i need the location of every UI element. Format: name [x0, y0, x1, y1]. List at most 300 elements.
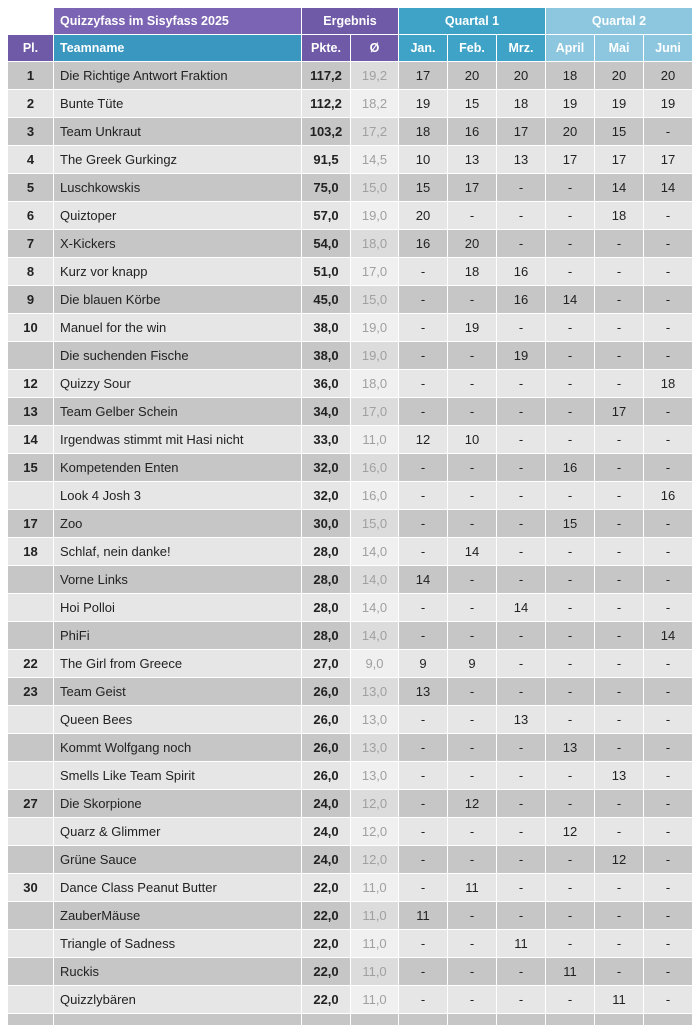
month-score-cell: -	[399, 314, 448, 342]
team-name-cell: Team Gelber Schein	[54, 398, 302, 426]
month-score-cell: -	[546, 482, 595, 510]
points-cell: 22,0	[302, 930, 351, 958]
month-score-cell: 11	[595, 986, 644, 1014]
month-score-cell: 14	[644, 174, 692, 202]
month-score-cell: -	[497, 622, 546, 650]
month-score-cell: -	[448, 510, 497, 538]
month-score-cell: -	[448, 482, 497, 510]
rank-cell: 7	[8, 230, 54, 258]
month-score-cell: -	[497, 818, 546, 846]
points-cell: 33,0	[302, 426, 351, 454]
column-header-team: Teamname	[54, 35, 302, 62]
month-score-cell: -	[595, 342, 644, 370]
average-cell: 13,0	[351, 734, 399, 762]
month-score-cell: -	[399, 622, 448, 650]
month-score-cell: -	[497, 762, 546, 790]
table-row	[8, 230, 692, 258]
team-name-cell: PhiFi	[54, 622, 302, 650]
month-score-cell: -	[497, 650, 546, 678]
empty-cell	[302, 1014, 351, 1026]
rank-cell	[8, 762, 54, 790]
points-cell: 36,0	[302, 370, 351, 398]
month-score-cell: -	[546, 846, 595, 874]
month-score-cell: -	[497, 510, 546, 538]
month-score-cell: -	[595, 258, 644, 286]
month-score-cell: 13	[399, 678, 448, 706]
points-cell: 38,0	[302, 342, 351, 370]
month-score-cell: -	[595, 482, 644, 510]
month-score-cell: 13	[497, 706, 546, 734]
month-score-cell: -	[448, 734, 497, 762]
month-score-cell: -	[644, 762, 692, 790]
month-score-cell: 20	[546, 118, 595, 146]
month-score-cell: -	[595, 734, 644, 762]
month-score-cell: 19	[644, 90, 692, 118]
team-name-cell: The Girl from Greece	[54, 650, 302, 678]
month-score-cell: 18	[595, 202, 644, 230]
month-score-cell: -	[448, 202, 497, 230]
rank-cell: 8	[8, 258, 54, 286]
points-cell: 24,0	[302, 818, 351, 846]
points-cell: 22,0	[302, 986, 351, 1014]
month-score-cell: -	[399, 874, 448, 902]
table-row	[8, 650, 692, 678]
rank-cell: 1	[8, 62, 54, 90]
team-name-cell: ZauberMäuse	[54, 902, 302, 930]
rank-cell: 10	[8, 314, 54, 342]
month-score-cell: -	[644, 118, 692, 146]
points-cell: 28,0	[302, 594, 351, 622]
points-cell: 24,0	[302, 790, 351, 818]
points-cell: 91,5	[302, 146, 351, 174]
team-name-cell: Zoo	[54, 510, 302, 538]
month-score-cell: -	[399, 958, 448, 986]
rank-cell: 2	[8, 90, 54, 118]
month-score-cell: 17	[644, 146, 692, 174]
table-row	[8, 846, 692, 874]
month-score-cell: -	[644, 678, 692, 706]
table-row	[8, 90, 692, 118]
month-score-cell: -	[497, 454, 546, 482]
column-header-place: Pl.	[8, 35, 54, 62]
average-cell: 12,0	[351, 790, 399, 818]
month-score-cell: 17	[399, 62, 448, 90]
month-score-cell: -	[595, 706, 644, 734]
column-header-month: Juni	[644, 35, 692, 62]
empty-cell	[644, 1014, 692, 1026]
month-score-cell: 13	[595, 762, 644, 790]
month-score-cell: -	[644, 566, 692, 594]
header-ergebnis: Ergebnis	[302, 8, 399, 35]
month-score-cell: 18	[644, 370, 692, 398]
month-score-cell: 14	[399, 566, 448, 594]
team-name-cell: Quiztoper	[54, 202, 302, 230]
table-row	[8, 174, 692, 202]
points-cell: 26,0	[302, 762, 351, 790]
month-score-cell: 11	[546, 958, 595, 986]
average-cell: 13,0	[351, 678, 399, 706]
month-score-cell: 15	[546, 510, 595, 538]
month-score-cell: -	[448, 342, 497, 370]
table-row	[8, 790, 692, 818]
month-score-cell: 18	[448, 258, 497, 286]
month-score-cell: 20	[497, 62, 546, 90]
month-score-cell: -	[595, 958, 644, 986]
month-score-cell: -	[644, 202, 692, 230]
month-score-cell: -	[595, 230, 644, 258]
month-score-cell: -	[595, 678, 644, 706]
table-row	[8, 930, 692, 958]
average-cell: 15,0	[351, 286, 399, 314]
average-cell: 9,0	[351, 650, 399, 678]
points-cell: 26,0	[302, 734, 351, 762]
rank-cell: 27	[8, 790, 54, 818]
month-score-cell: 18	[546, 62, 595, 90]
month-score-cell: -	[595, 790, 644, 818]
table-row	[8, 902, 692, 930]
month-score-cell: -	[644, 874, 692, 902]
month-score-cell: -	[497, 734, 546, 762]
month-score-cell: -	[546, 790, 595, 818]
month-score-cell: -	[644, 930, 692, 958]
rank-cell: 12	[8, 370, 54, 398]
table-row	[8, 258, 692, 286]
month-score-cell: -	[546, 202, 595, 230]
points-cell: 51,0	[302, 258, 351, 286]
month-score-cell: -	[448, 986, 497, 1014]
average-cell: 16,0	[351, 482, 399, 510]
month-score-cell: -	[546, 538, 595, 566]
month-score-cell: -	[399, 510, 448, 538]
rank-cell: 18	[8, 538, 54, 566]
average-cell: 12,0	[351, 818, 399, 846]
team-name-cell: Team Geist	[54, 678, 302, 706]
average-cell: 18,0	[351, 230, 399, 258]
month-score-cell: -	[497, 986, 546, 1014]
month-score-cell: -	[448, 622, 497, 650]
table-row	[8, 426, 692, 454]
month-score-cell: -	[546, 174, 595, 202]
month-score-cell: 19	[595, 90, 644, 118]
table-row	[8, 566, 692, 594]
month-score-cell: 9	[399, 650, 448, 678]
month-score-cell: 16	[497, 258, 546, 286]
team-name-cell: Schlaf, nein danke!	[54, 538, 302, 566]
month-score-cell: 16	[546, 454, 595, 482]
month-score-cell: 12	[595, 846, 644, 874]
month-score-cell: -	[497, 538, 546, 566]
month-score-cell: -	[497, 678, 546, 706]
month-score-cell: -	[399, 930, 448, 958]
month-score-cell: -	[448, 762, 497, 790]
rank-cell	[8, 342, 54, 370]
month-score-cell: -	[546, 678, 595, 706]
rank-cell	[8, 734, 54, 762]
month-score-cell: -	[448, 566, 497, 594]
month-score-cell: 14	[644, 622, 692, 650]
team-name-cell: Die suchenden Fische	[54, 342, 302, 370]
month-score-cell: -	[497, 398, 546, 426]
rank-cell	[8, 706, 54, 734]
month-score-cell: 15	[448, 90, 497, 118]
month-score-cell: -	[644, 286, 692, 314]
empty-cell	[54, 1014, 302, 1026]
month-score-cell: -	[448, 706, 497, 734]
month-score-cell: 11	[448, 874, 497, 902]
average-cell: 15,0	[351, 174, 399, 202]
rank-cell	[8, 566, 54, 594]
month-score-cell: 12	[448, 790, 497, 818]
month-score-cell: -	[399, 986, 448, 1014]
table-row	[8, 818, 692, 846]
month-score-cell: -	[497, 230, 546, 258]
month-score-cell: -	[546, 426, 595, 454]
rank-cell	[8, 846, 54, 874]
month-score-cell: 17	[448, 174, 497, 202]
month-score-cell: -	[497, 566, 546, 594]
month-score-cell: -	[497, 482, 546, 510]
table-row	[8, 482, 692, 510]
month-score-cell: -	[448, 930, 497, 958]
average-cell: 11,0	[351, 874, 399, 902]
month-score-cell: -	[644, 790, 692, 818]
empty-cell	[448, 1014, 497, 1026]
month-score-cell: -	[595, 902, 644, 930]
team-name-cell: Smells Like Team Spirit	[54, 762, 302, 790]
month-score-cell: -	[546, 706, 595, 734]
month-score-cell: -	[644, 902, 692, 930]
month-score-cell: 20	[448, 230, 497, 258]
rank-cell	[8, 594, 54, 622]
month-score-cell: -	[399, 818, 448, 846]
rank-cell	[8, 482, 54, 510]
month-score-cell: -	[448, 818, 497, 846]
table-row	[8, 118, 692, 146]
points-cell: 27,0	[302, 650, 351, 678]
points-cell: 112,2	[302, 90, 351, 118]
empty-cell	[399, 1014, 448, 1026]
month-score-cell: -	[448, 454, 497, 482]
column-header-month: Mrz.	[497, 35, 546, 62]
table-row-partial	[8, 1014, 692, 1026]
team-name-cell: Quizzy Sour	[54, 370, 302, 398]
month-score-cell: 20	[399, 202, 448, 230]
points-cell: 54,0	[302, 230, 351, 258]
points-cell: 30,0	[302, 510, 351, 538]
month-score-cell: -	[644, 342, 692, 370]
rank-cell	[8, 818, 54, 846]
month-score-cell: 20	[448, 62, 497, 90]
month-score-cell: 12	[399, 426, 448, 454]
month-score-cell: -	[644, 706, 692, 734]
column-header-average: Ø	[351, 35, 399, 62]
month-score-cell: -	[644, 986, 692, 1014]
month-score-cell: -	[595, 370, 644, 398]
table-row	[8, 510, 692, 538]
month-score-cell: -	[644, 454, 692, 482]
month-score-cell: -	[497, 874, 546, 902]
month-score-cell: 13	[448, 146, 497, 174]
month-score-cell: 16	[448, 118, 497, 146]
table-row	[8, 678, 692, 706]
average-cell: 11,0	[351, 986, 399, 1014]
month-score-cell: -	[595, 566, 644, 594]
month-score-cell: -	[497, 958, 546, 986]
month-score-cell: 14	[595, 174, 644, 202]
rank-cell: 13	[8, 398, 54, 426]
average-cell: 13,0	[351, 706, 399, 734]
average-cell: 17,0	[351, 258, 399, 286]
month-score-cell: -	[595, 874, 644, 902]
month-score-cell: -	[644, 314, 692, 342]
month-score-cell: 11	[399, 902, 448, 930]
month-score-cell: -	[497, 426, 546, 454]
month-score-cell: -	[644, 510, 692, 538]
team-name-cell: Triangle of Sadness	[54, 930, 302, 958]
table-body	[8, 62, 692, 1026]
points-cell: 22,0	[302, 874, 351, 902]
rank-cell: 4	[8, 146, 54, 174]
month-score-cell: 18	[497, 90, 546, 118]
month-score-cell: -	[448, 286, 497, 314]
table-row	[8, 202, 692, 230]
month-score-cell: -	[595, 314, 644, 342]
team-name-cell: Luschkowskis	[54, 174, 302, 202]
month-score-cell: -	[497, 314, 546, 342]
month-score-cell: 12	[546, 818, 595, 846]
team-name-cell: Kurz vor knapp	[54, 258, 302, 286]
table-row	[8, 734, 692, 762]
points-cell: 57,0	[302, 202, 351, 230]
month-score-cell: -	[399, 454, 448, 482]
table-title: Quizzyfass im Sisyfass 2025	[54, 8, 302, 35]
month-score-cell: -	[399, 790, 448, 818]
rank-cell: 9	[8, 286, 54, 314]
average-cell: 15,0	[351, 510, 399, 538]
team-name-cell: Dance Class Peanut Butter	[54, 874, 302, 902]
month-score-cell: -	[546, 342, 595, 370]
points-cell: 32,0	[302, 454, 351, 482]
month-score-cell: 13	[546, 734, 595, 762]
average-cell: 19,2	[351, 62, 399, 90]
header-blank-cell	[8, 8, 54, 35]
points-cell: 28,0	[302, 622, 351, 650]
month-score-cell: 17	[546, 146, 595, 174]
average-cell: 18,2	[351, 90, 399, 118]
average-cell: 14,0	[351, 594, 399, 622]
month-score-cell: -	[546, 230, 595, 258]
average-cell: 16,0	[351, 454, 399, 482]
month-score-cell: -	[546, 762, 595, 790]
month-score-cell: -	[644, 958, 692, 986]
average-cell: 14,0	[351, 622, 399, 650]
team-name-cell: Die blauen Körbe	[54, 286, 302, 314]
month-score-cell: -	[448, 902, 497, 930]
rank-cell	[8, 958, 54, 986]
month-score-cell: -	[595, 510, 644, 538]
points-cell: 103,2	[302, 118, 351, 146]
average-cell: 14,5	[351, 146, 399, 174]
month-score-cell: -	[644, 538, 692, 566]
rank-cell: 6	[8, 202, 54, 230]
header-quartal-2: Quartal 2	[546, 8, 692, 35]
team-name-cell: Queen Bees	[54, 706, 302, 734]
team-name-cell: Kommt Wolfgang noch	[54, 734, 302, 762]
team-name-cell: Ruckis	[54, 958, 302, 986]
table-row	[8, 706, 692, 734]
column-header-month: Feb.	[448, 35, 497, 62]
month-score-cell: -	[399, 258, 448, 286]
empty-cell	[8, 1014, 54, 1026]
month-score-cell: -	[546, 258, 595, 286]
month-score-cell: 10	[448, 426, 497, 454]
team-name-cell: Die Skorpione	[54, 790, 302, 818]
team-name-cell: Bunte Tüte	[54, 90, 302, 118]
points-cell: 26,0	[302, 706, 351, 734]
rank-cell: 30	[8, 874, 54, 902]
average-cell: 17,2	[351, 118, 399, 146]
month-score-cell: -	[595, 426, 644, 454]
team-name-cell: Quarz & Glimmer	[54, 818, 302, 846]
month-score-cell: -	[448, 678, 497, 706]
month-score-cell: 17	[595, 146, 644, 174]
rank-cell: 14	[8, 426, 54, 454]
team-name-cell: Grüne Sauce	[54, 846, 302, 874]
month-score-cell: -	[497, 790, 546, 818]
month-score-cell: -	[595, 622, 644, 650]
month-score-cell: -	[546, 930, 595, 958]
month-score-cell: 14	[546, 286, 595, 314]
points-cell: 45,0	[302, 286, 351, 314]
month-score-cell: 20	[595, 62, 644, 90]
table-row	[8, 370, 692, 398]
column-header-month: Jan.	[399, 35, 448, 62]
month-score-cell: -	[546, 622, 595, 650]
month-score-cell: -	[399, 706, 448, 734]
average-cell: 11,0	[351, 958, 399, 986]
month-score-cell: -	[644, 650, 692, 678]
month-score-cell: 17	[497, 118, 546, 146]
table-row	[8, 594, 692, 622]
team-name-cell: Quizzlybären	[54, 986, 302, 1014]
month-score-cell: 11	[497, 930, 546, 958]
month-score-cell: 13	[497, 146, 546, 174]
header-quartal-1: Quartal 1	[399, 8, 546, 35]
average-cell: 12,0	[351, 846, 399, 874]
team-name-cell: Hoi Polloi	[54, 594, 302, 622]
column-header-month: April	[546, 35, 595, 62]
month-score-cell: 16	[399, 230, 448, 258]
empty-cell	[595, 1014, 644, 1026]
average-cell: 19,0	[351, 202, 399, 230]
points-cell: 22,0	[302, 902, 351, 930]
table-row	[8, 314, 692, 342]
month-score-cell: -	[595, 650, 644, 678]
month-score-cell: -	[644, 734, 692, 762]
month-score-cell: -	[399, 594, 448, 622]
month-score-cell: -	[644, 258, 692, 286]
table-row	[8, 398, 692, 426]
team-name-cell: Team Unkraut	[54, 118, 302, 146]
month-score-cell: -	[448, 370, 497, 398]
standings-table	[8, 8, 692, 1026]
month-score-cell: -	[399, 482, 448, 510]
average-cell: 19,0	[351, 342, 399, 370]
empty-cell	[497, 1014, 546, 1026]
average-cell: 13,0	[351, 762, 399, 790]
month-score-cell: 16	[644, 482, 692, 510]
team-name-cell: Look 4 Josh 3	[54, 482, 302, 510]
